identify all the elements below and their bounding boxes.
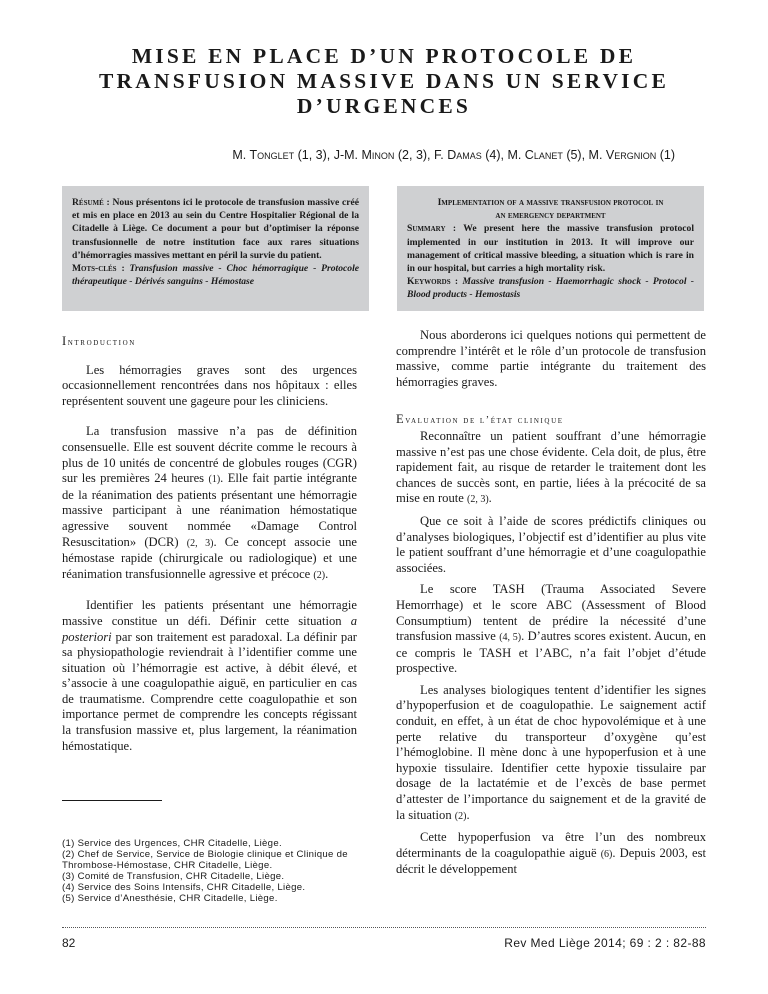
paragraph: Les hémorragies graves sont des urgences occasionnellement rencontrées dans nos hôpitaux : elles représentent souvent une gageure pour les cliniciens.: [62, 362, 357, 408]
heading-rest: ntroduction: [67, 337, 136, 348]
abstract-english-title: Implementation of a massive transfusion protocol in: [437, 197, 664, 208]
abstract-body: : Nous présentons ici le protocole de transfusion massive créé et mis en place en 2013 au sein du Centre Hospitalier Régional de la Citadelle à Liège. Ce document a pour but d’optimiser la réponse transfusionnelle de notre institution face aux rares situations d’hémorragies massives mettant en péril la survie du patient.: [72, 197, 359, 261]
author-list: [232, 148, 675, 162]
footnote-divider: [62, 800, 162, 801]
author-name: M. Vergnion: [588, 148, 657, 162]
abstract-french: [62, 186, 369, 311]
keywords: Keywords : Massive transfusion - Haemorrhagic shock - Protocol - Blood products - Hemostasis: [407, 276, 694, 301]
emphasis: a posteriori: [62, 613, 357, 644]
author-affiliation: (4),: [481, 148, 508, 162]
abstract-text: [72, 196, 359, 262]
author-name: F. Damas: [434, 148, 482, 162]
abstract-text: [407, 222, 694, 275]
footnotes: [62, 838, 362, 904]
footnote: (3) Comité de Transfusion, CHR Citadelle, Liège.: [62, 871, 285, 882]
citation: (2, 3): [186, 537, 214, 549]
citation: (1): [208, 474, 221, 486]
text: Les analyses biologiques tentent d’identifier les signes d’hypoperfusion et de coagulopathie. Le saignement actif conduit, en effet, à un état de choc hypovolémique et à une perte relative du transporteur d’oxygène qu’est l’hémoglobine. Il mène donc à une hypoperfusion et à une hypoxie tissulaire. Identifier cette hypoxie tissulaire par dosage de la lactatémie et de l’excès de base permet d’attester de l’importance du saignement et de la gravité de la situation: [396, 682, 706, 822]
footnote: (5) Service d’Anesthésie, CHR Citadelle, Liège.: [62, 893, 278, 904]
citation: (2): [454, 810, 467, 822]
right-column: [396, 328, 706, 878]
footnote: (4) Service des Soins Intensifs, CHR Citadelle, Liège.: [62, 882, 306, 893]
text: . Depuis 2003, est décrit le développement: [396, 845, 706, 877]
paragraph: [62, 424, 357, 583]
text: par son traitement est paradoxal. La définir par sa physiopathologie reviendrait à l’identifier comme une situation où l’hémorragie est active, à débit élevé, et s’associe à une coagulopathie aiguë, en particulier en cas de traumatisme. Comprendre cette coagulopathie et son importance permet de comprendre les concepts régissant la transfusion massive et, plus largement, la réanimation hémostatique.: [62, 629, 357, 753]
page-number: 82: [62, 936, 76, 950]
title-line: TRANSFUSION MASSIVE DANS UN SERVICE: [99, 69, 669, 93]
text: . Ce concept associe une hémostase rapide (chirurgicale ou radiologique) et une réanimation transfusionnelle agressive et précoce: [62, 534, 357, 581]
paragraph: Que ce soit à l’aide de scores prédictifs cliniques ou d’analyses biologiques, l’objectif est d’identifier au plus vite le patient souffrant d’une hémorragie et d’une coagulopathie associées.: [396, 513, 706, 575]
abstract-english-title: an emergency department: [495, 210, 606, 222]
text: Reconnaître un patient souffrant d’une hémorragie massive n’est pas une chose évidente. Cela doit, de plus, être rapidement fait, au risque de retarder le traitement dont les chances de succès sont, en partie, liées à la précocité de sa mise en route: [396, 428, 706, 506]
abstract-label: Résumé: [72, 197, 104, 208]
text: . Elle fait partie intégrante de la réanimation des patients présentant une hémorragie massive participant à une réanimation hémostatique agressive souvent nommée «Damage Control Resuscitation» (DCR): [62, 471, 357, 549]
abstract-label: Summary: [407, 223, 446, 235]
author-affiliation: (1, 3),: [294, 148, 334, 162]
text: .: [488, 491, 492, 506]
author-name: M. Clanet: [507, 148, 563, 162]
title-line: MISE EN PLACE D’UN PROTOCOLE DE: [131, 44, 637, 68]
keywords: Mots-clés : Transfusion massive - Choc hémorragique - Protocole thérapeutique - Dérivés sanguins - Hémostase: [72, 263, 359, 288]
title-line: D’URGENCES: [296, 94, 472, 118]
text: .: [466, 807, 470, 822]
author-affiliation: (1): [656, 148, 675, 162]
section-heading-introduction: [62, 334, 357, 351]
text: Identifier les patients présentant une hémorragie massive constitue un défi. Définir cette situation: [62, 598, 357, 628]
text: Cette hypoperfusion va être l’un des nombreux déterminants de la coagulopathie aiguë: [396, 830, 706, 860]
text: .: [325, 566, 329, 581]
footer-divider: [62, 927, 706, 928]
text: Le score TASH (Trauma Associated Severe Hemorrhage) et le score ABC (Assessment of Blood Consumptium) tentent de prédire la nécessité d’une transfusion massive: [396, 582, 706, 644]
author-name: J-M. Minon: [333, 148, 395, 162]
citation: (2, 3): [467, 494, 489, 506]
abstract-english: [397, 186, 704, 311]
footnote: (1) Service des Urgences, CHR Citadelle, Liège.: [62, 838, 282, 849]
citation: (2): [313, 569, 326, 581]
paragraph: Nous aborderons ici quelques notions qui permettent de comprendre l’intérêt et le rôle d’un protocole de transfusion massive, comme partie intégrante du traitement des hémorragies graves.: [396, 328, 706, 389]
paragraph: [396, 830, 706, 878]
footnote: (2) Chef de Service, Service de Biologie clinique et Clinique de Thrombose-Hémostase, CHR Citadelle, Liège.: [62, 849, 348, 871]
keywords-text: Transfusion massive - Choc hémorragique - Protocole thérapeutique - Dérivés sanguins - Hémostase: [72, 263, 359, 288]
author-affiliation: (2, 3),: [394, 148, 434, 162]
left-column: [62, 334, 357, 754]
journal-citation: Rev Med Liège 2014; 69 : 2 : 82-88: [504, 936, 706, 950]
heading-initial: I: [62, 334, 68, 348]
paragraph: [396, 582, 706, 677]
citation: (4, 5): [499, 632, 522, 644]
paragraph: [396, 429, 706, 508]
paragraph: [396, 683, 706, 824]
keywords-text: Massive transfusion - Haemorrhagic shock - Protocol - Blood products - Hemostasis: [407, 276, 694, 301]
author-name: M. Tonglet: [232, 148, 295, 162]
keywords-label: Keywords: [407, 276, 451, 288]
text: La transfusion massive n’a pas de définition consensuelle. Elle est souvent décrite comme le recours à plus de 10 unités de concentré de globules rouges (CGR) sur les premières 24 heures: [62, 424, 357, 486]
paragraph: [62, 598, 357, 754]
keywords-label: Mots-clés: [72, 263, 117, 275]
heading-rest: valuation de l’état clinique: [405, 415, 564, 427]
author-affiliation: (5),: [562, 148, 589, 162]
section-heading-evaluation: [396, 412, 706, 429]
abstract-body: : We present here the massive transfusion protocol implemented in our institution in 2013. It will improve our management of critical massive bleeding, a situation which is rare in in our hospital, but carries a high mortality risk.: [407, 223, 694, 275]
text: . D’autres scores existent. Aucun, en ce compris le TASH et l’ABC, n’a fait l’objet d’étude prospective.: [396, 629, 706, 676]
heading-initial: E: [396, 412, 406, 427]
citation: (6): [600, 848, 613, 860]
article-title: [60, 44, 708, 119]
